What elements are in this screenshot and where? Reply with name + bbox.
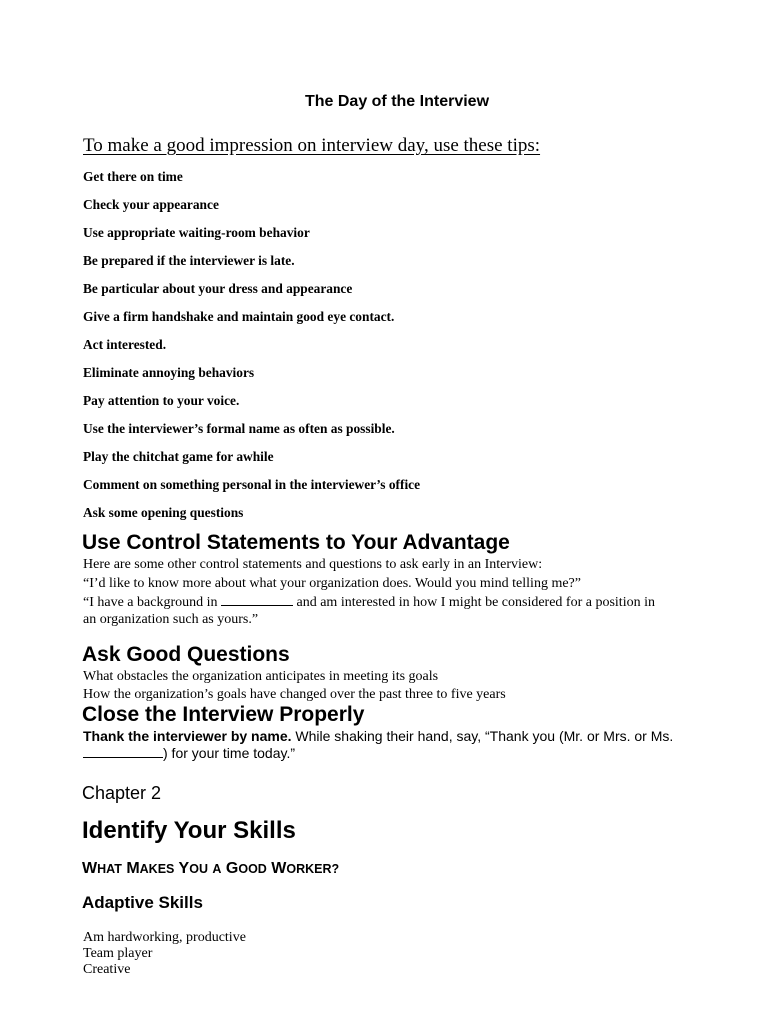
list-item: Be particular about your dress and appearance [83,281,353,296]
list-item: Use appropriate waiting-room behavior [83,225,310,240]
adaptive-skills-list [83,930,246,978]
list-item: Act interested. [83,337,167,352]
intro-heading: To make a good impression on interview day, use these tips: [83,135,541,156]
chapter-label: Chapter 2 [82,783,162,803]
list-item: Eliminate annoying behaviors [83,365,255,380]
control-line-3 [83,593,655,611]
ask-questions-heading: Ask Good Questions [82,643,290,666]
control-line-1: Here are some other control statements and questions to ask early in an Interview: [83,557,543,572]
control-line-3-start: “I have a background in [83,595,218,610]
list-item: Use the interviewer’s formal name as often as possible. [83,421,395,436]
list-item: Be prepared if the interviewer is late. [83,253,295,268]
close-line-2 [83,745,295,762]
fill-in-blank [83,745,163,758]
list-item: Comment on something personal in the interviewer’s office [83,477,421,492]
list-item: Ask some opening questions [83,505,244,520]
questions-line-2: How the organization’s goals have changed over the past three to five years [83,687,506,702]
list-item: Team player [83,946,153,961]
page-title: The Day of the Interview [304,93,490,110]
close-line-1 [83,728,673,745]
list-item: Creative [83,962,131,977]
list-item: Pay attention to your voice. [83,393,240,408]
list-item: Am hardworking, productive [83,930,246,945]
list-item: Give a firm handshake and maintain good eye contact. [83,309,395,324]
questions-line-1: What obstacles the organization anticipates in meeting its goals [83,669,439,684]
fill-in-blank [221,593,293,606]
control-line-4: an organization such as yours.” [83,612,259,627]
close-line-2-text: ) for your time today.” [163,745,296,761]
list-item: Get there on time [83,169,183,184]
close-interview-heading: Close the Interview Properly [82,703,365,726]
list-item: Play the chitchat game for awhile [83,449,274,464]
control-line-2: “I’d like to know more about what your organization does. Would you mind telling me?” [83,576,581,591]
adaptive-skills-heading: Adaptive Skills [82,893,203,912]
close-rest-text: While shaking their hand, say, “Thank you (Mr. or Mrs. or Ms. [295,728,674,744]
control-line-3-end: and am interested in how I might be considered for a position in [296,595,655,610]
control-statements-heading: Use Control Statements to Your Advantage [82,531,510,554]
tips-list [83,168,420,532]
worker-heading: WHAT MAKES YOU A GOOD WORKER? [82,860,340,877]
list-item: Check your appearance [83,197,219,212]
skills-heading: Identify Your Skills [82,817,296,844]
close-bold-text: Thank the interviewer by name. [83,728,292,744]
